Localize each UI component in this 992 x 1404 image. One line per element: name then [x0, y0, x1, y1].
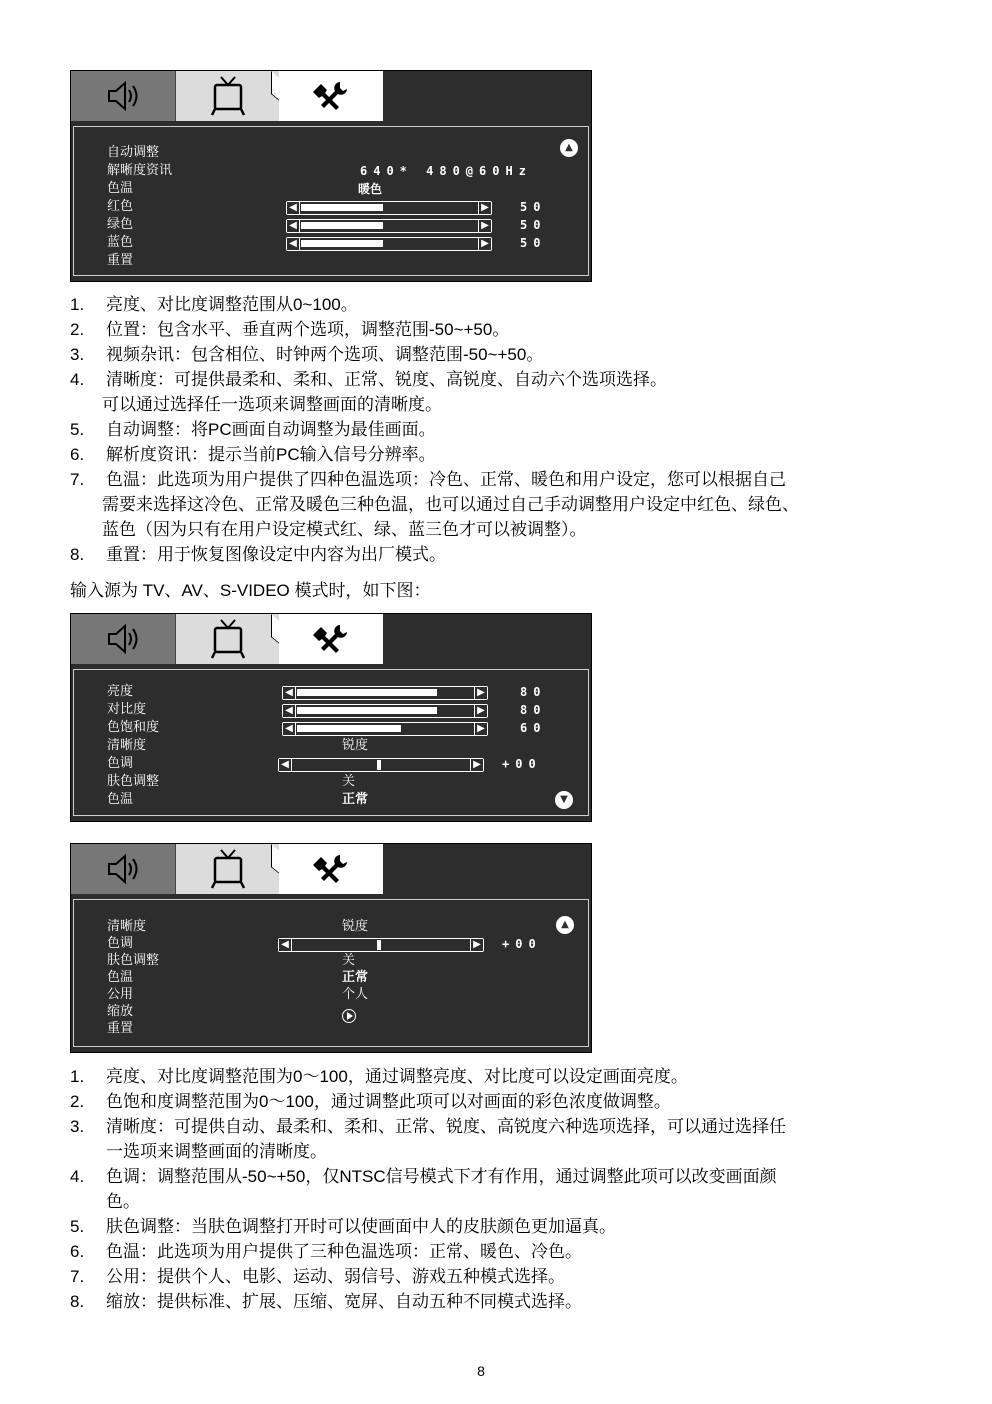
tab-setup[interactable]: [279, 71, 383, 121]
up-arrow-icon[interactable]: ▲: [556, 916, 574, 934]
menu-row-preset[interactable]: 公用 个人: [107, 987, 369, 1002]
speaker-icon: [103, 78, 143, 114]
tab-setup[interactable]: [279, 844, 383, 894]
tools-icon: [313, 851, 349, 887]
menu-row-saturation[interactable]: 色饱和度 ◀ ▶ 60: [107, 720, 547, 735]
osd-tab-bar: [71, 614, 591, 664]
tab-audio[interactable]: [71, 844, 175, 894]
skin-tone-value: 关: [342, 953, 356, 968]
menu-row-skin-tone[interactable]: 肤色调整 关: [107, 774, 356, 789]
color-temp-value: 正常: [342, 970, 369, 985]
blue-slider[interactable]: [286, 237, 492, 251]
page-number: 8: [477, 1363, 485, 1379]
menu-row-blue[interactable]: 蓝色 ◀ ▶ 50: [107, 235, 547, 250]
color-temp-value: 正常: [342, 792, 369, 807]
list-item-continuation: 蓝色（因为只有在用户设定模式红、绿、蓝三色才可以被调整）。: [102, 520, 587, 539]
list-item-continuation: 可以通过选择任一选项来调整画面的清晰度。: [102, 395, 442, 414]
resolution-value: 640* 480@60Hz: [360, 164, 532, 178]
speaker-icon: [103, 851, 143, 887]
tab-picture[interactable]: [175, 614, 280, 664]
speaker-icon: [103, 621, 143, 657]
slider-left-icon: ◀: [279, 939, 292, 951]
menu-row-red[interactable]: 红色 ◀ ▶ 50: [107, 199, 547, 214]
list-item: 3. 视频杂讯：包含相位、时钟两个选项、调整范围-50~+50。: [70, 345, 544, 364]
osd-menu-body: [73, 669, 589, 816]
list-item: 1. 亮度、对比度调整范围为0～100，通过调整亮度、对比度可以设定画面亮度。: [70, 1067, 688, 1086]
slider-left-icon: ◀: [279, 759, 292, 771]
tab-picture[interactable]: [175, 71, 280, 121]
red-slider[interactable]: [286, 201, 492, 215]
slider-right-icon: ▶: [474, 687, 487, 699]
slider-left-icon: ◀: [287, 220, 300, 232]
osd-tab-bar: [71, 844, 591, 894]
list-item: 1. 亮度、对比度调整范围从0~100。: [70, 295, 358, 314]
green-slider[interactable]: [286, 219, 492, 233]
list-item: 7. 公用：提供个人、电影、运动、弱信号、游戏五种模式选择。: [70, 1267, 565, 1286]
menu-row-green[interactable]: 绿色 ◀ ▶ 50: [107, 217, 547, 232]
hue-slider[interactable]: [278, 758, 484, 772]
list-item: 3. 清晰度：可提供自动、最柔和、柔和、正常、锐度、高锐度六种选项选择，可以通过选择任: [70, 1117, 786, 1136]
menu-row-zoom[interactable]: 缩放: [74, 1003, 588, 1021]
menu-row-reset[interactable]: 重置: [107, 1021, 134, 1036]
down-arrow-icon[interactable]: ▼: [555, 791, 573, 809]
menu-row-color-temp[interactable]: 色温 正常: [107, 792, 369, 807]
contrast-slider[interactable]: [282, 704, 488, 718]
green-value: 50: [520, 218, 547, 232]
list-item: 2. 色饱和度调整范围为0～100，通过调整此项可以对画面的彩色浓度做调整。: [70, 1092, 671, 1111]
brightness-slider[interactable]: [282, 686, 488, 700]
intro-paragraph: 输入源为 TV、AV、S-VIDEO 模式时，如下图：: [70, 581, 431, 600]
menu-row-hue[interactable]: 色调 ◀ ▶ +00: [107, 756, 542, 771]
hue-value: +00: [502, 757, 542, 771]
tv-icon: [210, 617, 246, 661]
osd-menu-body: [73, 899, 589, 1047]
slider-left-icon: ◀: [283, 705, 296, 717]
slider-right-icon: ▶: [474, 723, 487, 735]
list-item: 4. 色调：调整范围从-50~+50，仅NTSC信号模式下才有作用，通过调整此项可以改变画面颜: [70, 1167, 777, 1186]
slider-left-icon: ◀: [283, 723, 296, 735]
menu-row-brightness[interactable]: 亮度 ◀ ▶ 80: [107, 684, 547, 699]
menu-row-resolution[interactable]: 解晰度资讯 640* 480@60Hz: [107, 163, 532, 178]
osd-menu-picture-pc: [70, 70, 592, 282]
menu-row-reset[interactable]: 重置: [107, 253, 134, 268]
list-item: 2. 位置：包含水平、垂直两个选项，调整范围-50~+50。: [70, 320, 510, 339]
menu-row-color-temp[interactable]: 色温 正常: [107, 970, 369, 985]
sharpness-value: 锐度: [342, 919, 369, 934]
menu-row-skin-tone[interactable]: 肤色调整 关: [107, 953, 356, 968]
osd-menu-picture-tv-page1: [70, 613, 592, 822]
list-item: 6. 色温：此选项为用户提供了三种色温选项：正常、暖色、冷色。: [70, 1242, 582, 1261]
list-item: 8. 重置：用于恢复图像设定中内容为出厂模式。: [70, 545, 446, 564]
tab-audio[interactable]: [71, 614, 175, 664]
list-item-continuation: 色。: [106, 1192, 140, 1211]
list-item: 5. 自动调整：将PC画面自动调整为最佳画面。: [70, 420, 436, 439]
list-item: 5. 肤色调整：当肤色调整打开时可以使画面中人的皮肤颜色更加逼真。: [70, 1217, 616, 1236]
skin-tone-value: 关: [342, 774, 356, 789]
menu-row-sharpness[interactable]: 清晰度 锐度: [107, 919, 369, 934]
list-item: 8. 缩放：提供标准、扩展、压缩、宽屏、自动五种不同模式选择。: [70, 1292, 582, 1311]
slider-right-icon: ▶: [478, 202, 491, 214]
slider-right-icon: ▶: [478, 238, 491, 250]
slider-right-icon: ▶: [474, 705, 487, 717]
sharpness-value: 锐度: [342, 738, 369, 753]
osd-menu-picture-tv-page2: [70, 843, 592, 1053]
tv-icon: [210, 847, 246, 891]
tab-audio[interactable]: [71, 71, 175, 121]
hue-value: +00: [502, 937, 542, 951]
osd-menu-body: [73, 126, 589, 276]
list-item: 7. 色温：此选项为用户提供了四种色温选项：冷色、正常、暖色和用户设定，您可以根据自己: [70, 470, 786, 489]
tools-icon: [313, 621, 349, 657]
list-item-continuation: 一选项来调整画面的清晰度。: [106, 1142, 327, 1161]
tab-setup[interactable]: [279, 614, 383, 664]
tv-icon: [210, 74, 246, 118]
color-temp-value: 暖色: [358, 182, 383, 196]
description-list-pc: [70, 292, 930, 567]
list-item-continuation: 需要来选择这冷色、正常及暖色三种色温，也可以通过自己手动调整用户设定中红色、绿色、: [102, 495, 799, 514]
contrast-value: 80: [520, 703, 547, 717]
slider-right-icon: ▶: [470, 759, 483, 771]
menu-row-sharpness[interactable]: 清晰度 锐度: [107, 738, 369, 753]
tab-picture[interactable]: [175, 844, 280, 894]
brightness-value: 80: [520, 685, 547, 699]
slider-left-icon: ◀: [287, 238, 300, 250]
menu-row-auto-adjust[interactable]: 自动调整: [107, 145, 160, 160]
up-arrow-icon[interactable]: ▲: [560, 139, 578, 157]
saturation-slider[interactable]: [282, 722, 488, 736]
slider-left-icon: ◀: [283, 687, 296, 699]
osd-tab-bar: [71, 71, 591, 121]
preset-value: 个人: [342, 987, 369, 1002]
description-list-tv: [70, 1064, 930, 1314]
slider-right-icon: ▶: [478, 220, 491, 232]
slider-right-icon: ▶: [470, 939, 483, 951]
list-item: 6. 解析度资讯：提示当前PC输入信号分辨率。: [70, 445, 436, 464]
saturation-value: 60: [520, 721, 547, 735]
red-value: 50: [520, 200, 547, 214]
menu-row-color-temp[interactable]: 色温 暖色: [107, 181, 383, 196]
menu-row-hue[interactable]: 色调 ◀ ▶ +00: [107, 936, 542, 951]
slider-left-icon: ◀: [287, 202, 300, 214]
blue-value: 50: [520, 236, 547, 250]
tools-icon: [313, 78, 349, 114]
list-item: 4. 清晰度：可提供最柔和、柔和、正常、锐度、高锐度、自动六个选项选择。: [70, 370, 667, 389]
menu-row-contrast[interactable]: 对比度 ◀ ▶ 80: [107, 702, 547, 717]
hue-slider[interactable]: [278, 938, 484, 952]
